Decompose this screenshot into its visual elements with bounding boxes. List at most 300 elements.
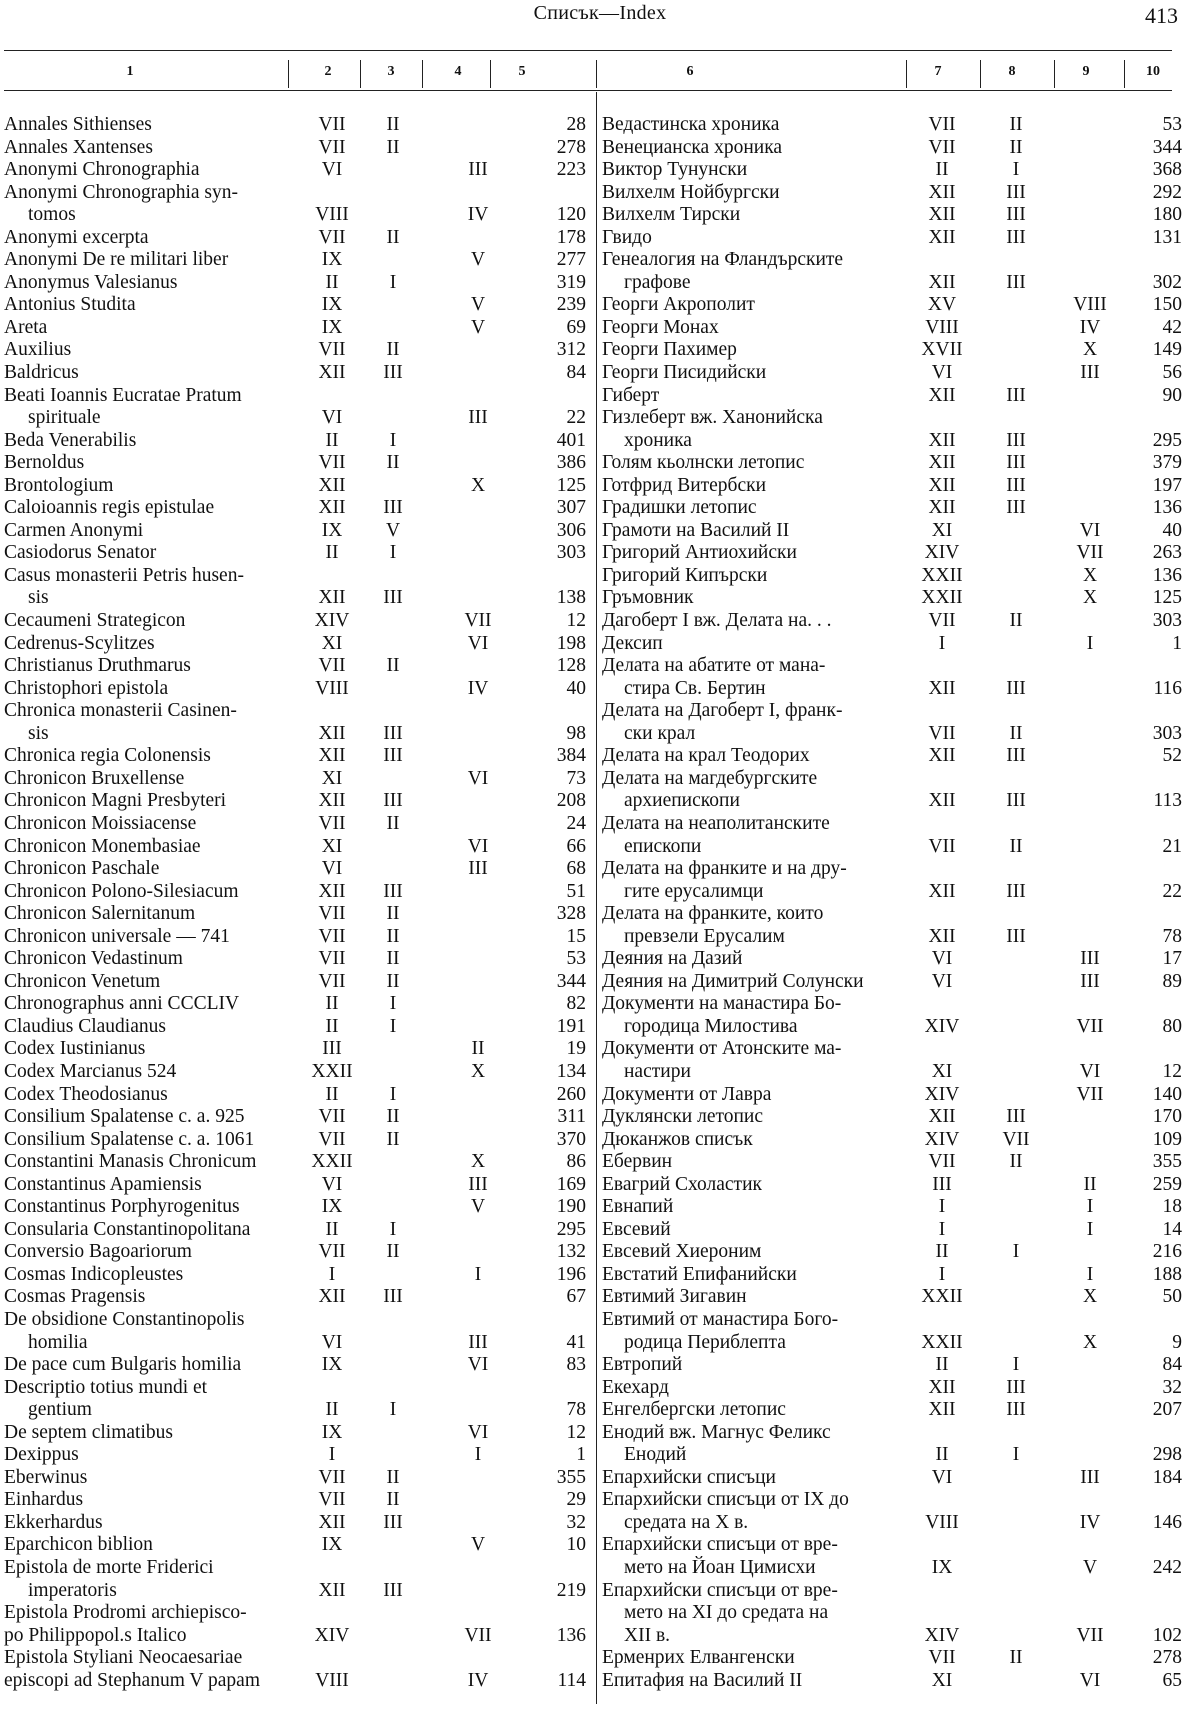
volume-roman: XII: [318, 1286, 346, 1308]
page-ref: 312: [556, 339, 586, 361]
index-entry: [4, 971, 589, 994]
entry-title: ски крал: [624, 722, 696, 744]
index-entry: [602, 1106, 1182, 1129]
entry-title: Conversio Bagoariorum: [4, 1241, 192, 1263]
index-entry: [4, 1354, 589, 1377]
index-entry: [4, 1106, 589, 1129]
index-entry: [602, 407, 1182, 430]
index-entry: [4, 1038, 589, 1061]
volume-roman: VII: [318, 903, 346, 925]
book-roman: III: [468, 858, 488, 880]
series-part-roman: III: [1006, 1106, 1026, 1128]
volume-roman: XXII: [921, 587, 963, 609]
index-entry: [4, 1444, 589, 1467]
entry-title: De obsidione Constantinopolis: [4, 1308, 245, 1330]
index-entry: [4, 1174, 589, 1197]
series-part-roman: II: [1009, 1647, 1023, 1669]
entry-title: Chronica regia Colonensis: [4, 745, 211, 767]
index-entry: [4, 723, 589, 746]
volume-roman: VI: [321, 407, 343, 429]
page-ref: 40: [1162, 519, 1182, 541]
column-divider: [980, 60, 981, 88]
volume-roman: XIV: [924, 1083, 960, 1105]
volume-roman: II: [935, 1241, 949, 1263]
entry-title: Beda Venerabilis: [4, 429, 137, 451]
column-number: 8: [1008, 64, 1016, 79]
book-roman: IV: [467, 204, 489, 226]
series-part-roman: II: [1009, 835, 1023, 857]
series-part-roman: I: [1012, 1444, 1020, 1466]
entry-title: Делата на магдебургските: [602, 767, 818, 789]
series-part-roman: III: [1006, 181, 1026, 203]
index-entry: [4, 475, 589, 498]
series-part-roman: III: [383, 745, 403, 767]
book-roman: III: [1080, 948, 1100, 970]
volume-roman: III: [932, 1173, 952, 1195]
volume-roman: VII: [318, 1241, 346, 1263]
book-roman: I: [1086, 1196, 1094, 1218]
entry-title: Евтропий: [602, 1354, 683, 1376]
entry-title: Епитафия на Василий II: [602, 1669, 803, 1691]
series-part-roman: III: [383, 722, 403, 744]
entry-title: Евсевий: [602, 1218, 671, 1240]
index-entry: [4, 1670, 589, 1693]
page-ref: 196: [556, 1263, 586, 1285]
index-entry: [602, 565, 1182, 588]
volume-roman: VII: [318, 114, 346, 135]
entry-title: Ведастинска хроника: [602, 114, 780, 135]
page-ref: 295: [1152, 429, 1182, 451]
index-entry: [602, 520, 1182, 543]
entry-title: хроника: [624, 429, 692, 451]
volume-roman: XXII: [921, 564, 963, 586]
page-ref: 303: [1152, 722, 1182, 744]
series-part-roman: I: [389, 1399, 397, 1421]
volume-roman: VI: [931, 948, 953, 970]
page-ref: 10: [566, 1534, 586, 1556]
entry-title: Вилхелм Нойбургски: [602, 181, 780, 203]
page-ref: 66: [566, 835, 586, 857]
entry-title: городица Милостива: [624, 1015, 798, 1037]
index-entry: [4, 362, 589, 385]
entry-title: графове: [624, 271, 691, 293]
volume-roman: XII: [928, 925, 956, 947]
book-roman: VI: [467, 1354, 489, 1376]
series-part-roman: III: [383, 497, 403, 519]
book-roman: VI: [467, 835, 489, 857]
entry-title: Baldricus: [4, 362, 79, 384]
entry-title: Eparchicon biblion: [4, 1534, 153, 1556]
entry-title: Annales Sithienses: [4, 114, 152, 135]
page-ref: 277: [556, 249, 586, 271]
page-number: 413: [1145, 3, 1178, 28]
page-ref: 355: [556, 1466, 586, 1488]
series-part-roman: III: [1006, 677, 1026, 699]
entry-title: Генеалогия на Фландърските: [602, 249, 844, 271]
page-ref: 149: [1152, 339, 1182, 361]
volume-roman: XII: [928, 1376, 956, 1398]
column-divider: [1054, 60, 1055, 88]
entry-title: Георги Писидийски: [602, 362, 767, 384]
volume-roman: IX: [321, 1421, 343, 1443]
index-entry: [602, 339, 1182, 362]
page-ref: 125: [1152, 587, 1182, 609]
entry-title: Constantini Manasis Chronicum: [4, 1151, 257, 1173]
entry-title: Деяния на Димитрий Солунски: [602, 970, 864, 992]
book-roman: VI: [467, 632, 489, 654]
entry-title: Дагоберт I вж. Делата на. . .: [602, 610, 832, 632]
entry-title: sis: [28, 722, 49, 744]
page-ref: 136: [556, 1624, 586, 1646]
book-roman: X: [1082, 1286, 1098, 1308]
entry-title: Dexippus: [4, 1444, 79, 1466]
index-entry: [602, 790, 1182, 813]
volume-roman: XXII: [311, 1060, 353, 1082]
entry-title: Евстатий Епифанийски: [602, 1263, 797, 1285]
index-entry: [602, 858, 1182, 881]
page-ref: 68: [566, 858, 586, 880]
page-ref: 303: [1152, 610, 1182, 632]
index-entry: [602, 227, 1182, 250]
page-ref: 120: [556, 204, 586, 226]
series-part-roman: III: [1006, 271, 1026, 293]
entry-title: Cosmas Indicopleustes: [4, 1263, 184, 1285]
page-ref: 344: [1152, 136, 1182, 158]
book-roman: III: [468, 407, 488, 429]
entry-title: Евтимий Зигавин: [602, 1286, 747, 1308]
series-part-roman: I: [389, 1083, 397, 1105]
series-part-roman: III: [1006, 452, 1026, 474]
series-part-roman: II: [386, 812, 400, 834]
index-entry: [4, 1534, 589, 1557]
entry-title: Chronicon Vedastinum: [4, 948, 183, 970]
series-part-roman: I: [389, 271, 397, 293]
series-part-roman: II: [386, 970, 400, 992]
page-ref: 114: [557, 1669, 586, 1691]
entry-title: настири: [624, 1060, 691, 1082]
index-entry: [4, 1602, 589, 1625]
page-ref: 89: [1162, 970, 1182, 992]
entry-title: Грамоти на Василий II: [602, 519, 790, 541]
index-entry: [4, 993, 589, 1016]
volume-roman: II: [325, 1015, 339, 1037]
volume-roman: VII: [928, 1151, 956, 1173]
entry-title: стира Св. Бертин: [624, 677, 766, 699]
column-number: 3: [387, 64, 395, 79]
series-part-roman: II: [1009, 136, 1023, 158]
volume-roman: XI: [321, 767, 343, 789]
index-entry: [4, 204, 589, 227]
volume-roman: XII: [928, 429, 956, 451]
page-ref: 116: [1153, 677, 1182, 699]
volume-roman: XII: [318, 474, 346, 496]
series-part-roman: II: [386, 925, 400, 947]
volume-roman: I: [938, 1263, 946, 1285]
index-entry: [602, 272, 1182, 295]
page-ref: 242: [1152, 1557, 1182, 1578]
entry-title: Chronographus anni CCCLIV: [4, 993, 240, 1015]
series-part-roman: I: [389, 1015, 397, 1037]
entry-title: Енодий вж. Магнус Феликс: [602, 1421, 831, 1443]
series-part-roman: II: [1009, 610, 1023, 632]
entry-title: Constantinus Apamiensis: [4, 1173, 202, 1195]
entry-title: Casiodorus Senator: [4, 542, 157, 564]
volume-roman: XII: [928, 226, 956, 248]
entry-title: Епархийски списъци: [602, 1466, 776, 1488]
index-entry: [4, 1264, 589, 1287]
book-roman: X: [470, 1060, 486, 1082]
volume-roman: XII: [928, 790, 956, 812]
page-ref: 84: [566, 362, 586, 384]
volume-roman: IX: [321, 316, 343, 338]
page-ref: 12: [566, 1421, 586, 1443]
page-ref: 53: [566, 948, 586, 970]
entry-title: Ерменрих Елвангенски: [602, 1647, 795, 1669]
index-entry: [602, 542, 1182, 565]
index-entry: [4, 790, 589, 813]
volume-roman: XII: [928, 880, 956, 902]
index-entry: [4, 1647, 589, 1670]
index-entry: [602, 1467, 1182, 1490]
volume-roman: VII: [318, 136, 346, 158]
volume-roman: XVII: [921, 339, 963, 361]
series-part-roman: III: [1006, 925, 1026, 947]
index-entry: [4, 1061, 589, 1084]
page-ref: 73: [566, 767, 586, 789]
volume-roman: IX: [321, 519, 343, 541]
series-part-roman: II: [1009, 722, 1023, 744]
index-entry: [602, 1038, 1182, 1061]
page-ref: 140: [1152, 1083, 1182, 1105]
volume-roman: VI: [321, 1173, 343, 1195]
page-ref: 146: [1152, 1511, 1182, 1533]
entry-title: Голям кьолнски летопис: [602, 452, 805, 474]
index-entry: [602, 903, 1182, 926]
entry-title: родица Периблепта: [624, 1331, 786, 1353]
volume-roman: XIV: [314, 610, 350, 632]
index-entry: [4, 385, 589, 408]
index-entry: [4, 1309, 589, 1332]
volume-roman: II: [325, 1399, 339, 1421]
volume-roman: XII: [318, 722, 346, 744]
index-entry: [602, 1084, 1182, 1107]
entry-title: Екехард: [602, 1376, 669, 1398]
volume-roman: XII: [318, 880, 346, 902]
series-part-roman: III: [1006, 204, 1026, 226]
entry-title: Descriptio totius mundi et: [4, 1376, 208, 1398]
volume-roman: III: [322, 1038, 342, 1060]
entry-title: spirituale: [28, 407, 101, 429]
entry-title: tomos: [28, 204, 76, 226]
volume-roman: VIII: [315, 677, 349, 699]
volume-roman: II: [325, 1218, 339, 1240]
entry-title: Einhardus: [4, 1489, 84, 1511]
index-entry: [4, 1151, 589, 1174]
page-ref: 216: [1152, 1241, 1182, 1263]
index-entry: [4, 1467, 589, 1490]
volume-roman: II: [325, 271, 339, 293]
series-part-roman: II: [386, 1128, 400, 1150]
entry-title: Chronicon Venetum: [4, 970, 161, 992]
entry-title: Градишки летопис: [602, 497, 757, 519]
entry-title: Areta: [4, 316, 48, 338]
page-ref: 78: [1162, 925, 1182, 947]
page-ref: 40: [566, 677, 586, 699]
column-divider: [490, 60, 491, 88]
index-entry: [602, 1196, 1182, 1219]
page-ref: 170: [1152, 1106, 1182, 1128]
page-ref: 12: [566, 610, 586, 632]
volume-roman: XII: [928, 474, 956, 496]
page-ref: 184: [1152, 1466, 1182, 1488]
index-entry: [4, 745, 589, 768]
index-entry: [4, 1422, 589, 1445]
index-entry: [4, 610, 589, 633]
entry-title: Annales Xantenses: [4, 136, 153, 158]
entry-title: средата на X в.: [624, 1511, 749, 1533]
entry-title: Consularia Constantinopolitana: [4, 1218, 251, 1240]
series-part-roman: III: [1006, 745, 1026, 767]
entry-title: Chronicon Bruxellense: [4, 767, 185, 789]
page-ref: 22: [566, 407, 586, 429]
volume-roman: IX: [321, 1534, 343, 1556]
index-entry: [4, 1084, 589, 1107]
book-roman: III: [1080, 970, 1100, 992]
volume-roman: XII: [928, 1399, 956, 1421]
volume-roman: XII: [928, 745, 956, 767]
entry-title: Делата на абатите от мана-: [602, 655, 826, 677]
index-entry: [4, 317, 589, 340]
entry-title: Anonymi Chronographia: [4, 159, 200, 181]
volume-roman: XII: [318, 745, 346, 767]
entry-title: Георги Акрополит: [602, 294, 755, 316]
page-ref: 239: [556, 294, 586, 316]
column-divider: [422, 60, 423, 88]
book-roman: I: [1086, 1218, 1094, 1240]
book-roman: IV: [467, 1669, 489, 1691]
volume-roman: I: [938, 1218, 946, 1240]
volume-roman: XIV: [924, 1015, 960, 1037]
volume-roman: XI: [931, 1669, 953, 1691]
page-ref: 109: [1152, 1128, 1182, 1150]
column-number: 6: [686, 64, 694, 79]
entry-title: Евсевий Хиероним: [602, 1241, 762, 1263]
column-divider: [1124, 60, 1125, 88]
page-ref: 278: [556, 136, 586, 158]
page-ref: 379: [1152, 452, 1182, 474]
page-ref: 188: [1152, 1263, 1182, 1285]
volume-roman: XIV: [924, 542, 960, 564]
index-entry: [602, 1670, 1182, 1693]
column-number: 1: [126, 64, 134, 79]
volume-roman: IX: [321, 1196, 343, 1218]
page-ref: 1: [576, 1444, 586, 1466]
entry-title: po Philippopol.s Italico: [4, 1624, 187, 1646]
page-ref: 401: [556, 429, 586, 451]
entry-title: imperatoris: [28, 1579, 117, 1601]
index-entry: [602, 317, 1182, 340]
index-entry: [4, 948, 589, 971]
entry-title: Ебервин: [602, 1151, 673, 1173]
page-ref: 259: [1152, 1173, 1182, 1195]
book-roman: X: [1082, 587, 1098, 609]
book-roman: X: [1082, 339, 1098, 361]
volume-roman: XII: [928, 497, 956, 519]
index-entry: [4, 1129, 589, 1152]
book-roman: III: [1080, 362, 1100, 384]
index-entry: [602, 249, 1182, 272]
volume-roman: VI: [931, 1466, 953, 1488]
page-ref: 29: [566, 1489, 586, 1511]
entry-title: XII в.: [624, 1624, 671, 1646]
volume-roman: I: [328, 1263, 336, 1285]
series-part-roman: III: [1006, 880, 1026, 902]
index-entry: [602, 1016, 1182, 1039]
series-part-roman: III: [383, 880, 403, 902]
index-entry: [4, 294, 589, 317]
entry-title: Bernoldus: [4, 452, 85, 474]
entry-title: Вилхелм Тирски: [602, 204, 741, 226]
volume-roman: VII: [318, 812, 346, 834]
book-roman: VI: [467, 1421, 489, 1443]
entry-title: Anonymi De re militari liber: [4, 249, 229, 271]
index-entry: [602, 655, 1182, 678]
volume-roman: XI: [321, 835, 343, 857]
index-entry: [602, 1399, 1182, 1422]
page-ref: 12: [1162, 1060, 1182, 1082]
running-head: [0, 0, 1200, 36]
series-part-roman: III: [383, 1511, 403, 1533]
volume-roman: VII: [928, 835, 956, 857]
book-roman: VII: [1076, 1624, 1104, 1646]
entry-title: Antonius Studita: [4, 294, 136, 316]
page-head-title: Списък—Index: [533, 2, 667, 24]
index-entry: [602, 813, 1182, 836]
entry-title: Деяния на Дазий: [602, 948, 743, 970]
page-ref: 223: [556, 159, 586, 181]
series-part-roman: I: [389, 993, 397, 1015]
volume-roman: I: [938, 632, 946, 654]
entry-title: Евагрий Схоластик: [602, 1173, 762, 1195]
index-entry: [602, 1422, 1182, 1445]
page-ref: 86: [566, 1151, 586, 1173]
book-roman: IV: [1079, 316, 1101, 338]
index-entry: [4, 520, 589, 543]
page-ref: 42: [1162, 316, 1182, 338]
volume-roman: VII: [928, 1647, 956, 1669]
book-roman: III: [468, 1331, 488, 1353]
entry-title: Brontologium: [4, 474, 114, 496]
series-part-roman: I: [389, 429, 397, 451]
index-entry: [602, 294, 1182, 317]
column-number: 2: [324, 64, 332, 79]
volume-roman: XII: [318, 497, 346, 519]
page-ref: 138: [556, 587, 586, 609]
volume-roman: I: [328, 1444, 336, 1466]
entry-title: Anonymus Valesianus: [4, 271, 178, 293]
volume-roman: XII: [318, 1579, 346, 1601]
index-entry: [602, 1241, 1182, 1264]
index-entry: [602, 1219, 1182, 1242]
page-ref: 298: [1152, 1444, 1182, 1466]
entry-title: Делата на неаполитанските: [602, 812, 830, 834]
index-entry: [602, 114, 1182, 137]
volume-roman: XII: [928, 181, 956, 203]
entry-title: Christophori epistola: [4, 677, 169, 699]
series-part-roman: II: [386, 903, 400, 925]
page-ref: 98: [566, 722, 586, 744]
column-divider: [906, 60, 907, 88]
